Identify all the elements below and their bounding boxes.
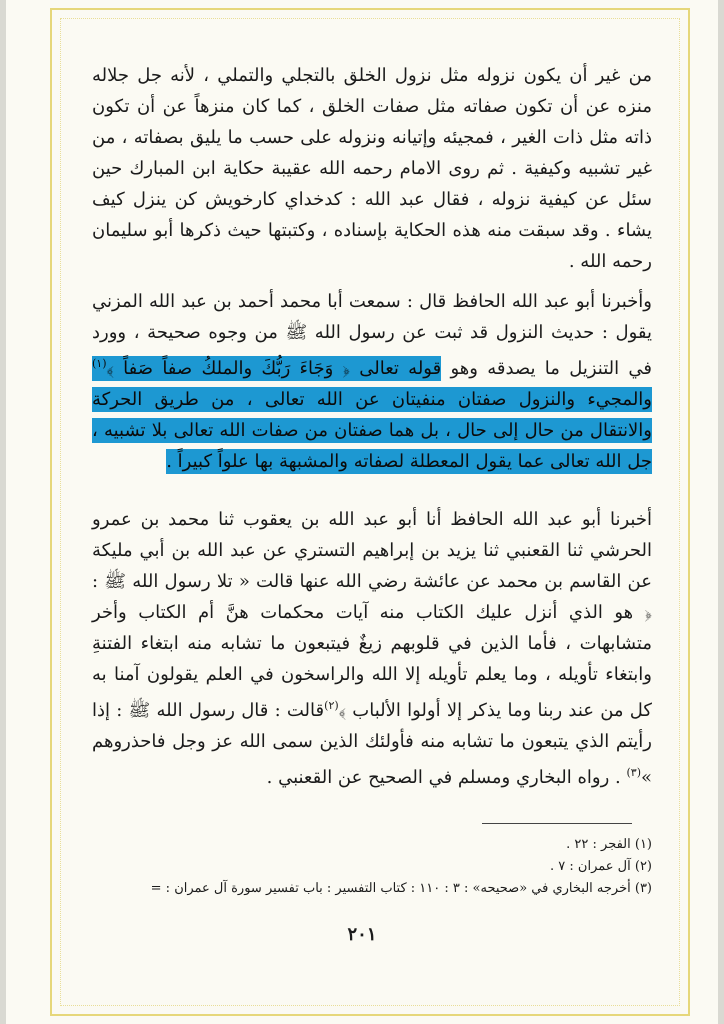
footnote-3: (٣) أخرجه البخاري في «صحيحه» : ٣ : ١١٠ : كتاب التفسير : باب تفسير سورة آل عمران : = [150, 881, 652, 896]
footnote-2: (٢) آل عمران : ٧ . [550, 859, 652, 874]
page-number: ٢٠١ [347, 924, 377, 945]
footnote-divider [482, 823, 632, 824]
hadith-text: قالت : قال رسول الله ﷺ : إذا رأيتم الذي يتبعون ما تشابه منه فأولئك الذين سمى الله عز وجل فاحذروهم » [92, 700, 652, 788]
footnote-1: (١) الفجر : ٢٢ . [566, 837, 652, 852]
footnotes [92, 834, 652, 900]
hadith-chain-and-verse: أخبرنا أبو عبد الله الحافظ أنا أبو عبد الله بن يعقوب ثنا محمد بن عمرو الحرشي ثنا القعنبي ثنا يزيد بن إبراهيم التستري عن عبد الله بن أبي مليكة عن القاسم بن محمد عن عائشة رضي الله عنها قالت « تلا رسول الله ﷺ : ﴿ هو الذي أنزل عليك الكتاب منه آيات محكمات هنَّ أم الكتاب وأخر متشابهات ، فأما الذين في قلوبهم زيغٌ فيتبعون ما تشابه منه ابتغاء الفتنةِ وابتغاء تأويله ، وما يعلم تأويله إلا الله والراسخون في العلم يقولون آمنا به كل من عند ربنا وما يذكر إلا أولوا الألباب ﴾ [92, 509, 653, 721]
hadith-source: . رواه البخاري ومسلم في الصحيح عن القعنبي . [266, 767, 627, 788]
page-body [92, 60, 652, 850]
highlighted-text-rest: والمجيء والنزول صفتان منفيتان عن الله تعالى ، من طريق الحركة والانتقال من حال إلى حال ، بل هما صفتان من صفات الله تعالى بلا تشبيه ، جل الله تعالى عما يقول المعطلة لصفاته والمشبهة بها علواً كبيراً . [92, 389, 652, 472]
footnote-ref-2[interactable]: (٢) [324, 699, 339, 712]
paragraph-2 [92, 286, 652, 477]
footnote-ref-3[interactable]: (٣) [626, 766, 641, 779]
scan-edge-left [0, 0, 6, 1024]
footnote-ref-1[interactable]: (١) [92, 357, 107, 370]
paragraph-3 [92, 504, 652, 793]
quran-quote: قوله تعالى ﴿ وَجَاءَ رَبُّكَ والملكُ صفاً صَفاً ﴾ [106, 358, 442, 379]
scan-edge-right [718, 0, 724, 1024]
paragraph-1: من غير أن يكون نزوله مثل نزول الخلق بالتجلي والتملي ، لأنه جل جلاله منزه عن أن تكون صفاته مثل صفات الخلق ، كما كان منزهاً عن أن تكون ذاته مثل ذات الغير ، فمجيئه وإتيانه ونزوله على حسب ما يليق بصفاته ، من غير تشبيه وكيفية . ثم روى الامام رحمه الله عقيبة حكاية ابن المبارك حين سئل عن كيفية نزوله ، فقال عبد الله : كدخداي كارخويش كن ينزل كيف يشاء . وقد سبقت منه هذه الحكاية بإسناده ، وكتبتها حيث ذكرها أبو سليمان رحمه الله . [92, 65, 652, 272]
paragraph-2-intro: وأخبرنا أبو عبد الله الحافظ قال : سمعت أبا محمد أحمد بن عبد الله المزني يقول : حديث النزول قد ثبت عن رسول الله ﷺ من وجوه صحيحة ، وورد في التنزيل ما يصدقه وهو [92, 291, 652, 379]
